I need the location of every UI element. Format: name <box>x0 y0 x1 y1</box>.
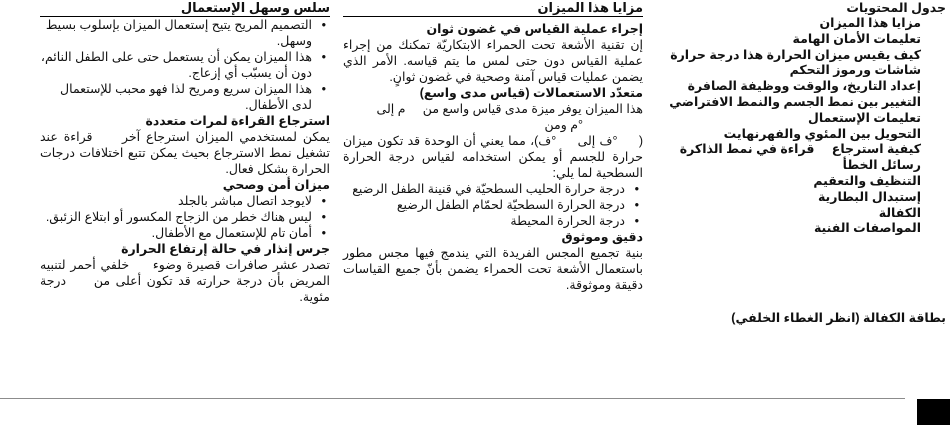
list-item: • لايوجد اتصال مباشر بالجلد <box>40 193 312 209</box>
toc-item[interactable]: مزايا هذا الميزان <box>819 16 921 30</box>
list-item: • ليس هناك خطر من الزجاج المكسور أو ابتلاع الزئبق. <box>40 209 312 225</box>
multi-text-3: ( °ف إلى °ف)، مما يعني أن الوحدة قد تكون ميزان حرارة للجسم أو يمكن استخدامه لقياس درجة الحرارة السطحية لما يلي: <box>339 134 643 180</box>
accurate-heading: دقيق وموثوق <box>561 230 643 244</box>
list-item: • هذا الميزان سريع ومريح لذا فهو محبب للإستعمال لدى الأطفال. <box>40 81 312 113</box>
list-item: • درجة حرارة الحليب السطحيّة في قنينة الطفل الرضيع <box>343 181 625 197</box>
toc-item[interactable]: التغيير بين نمط الجسم والنمط الافتراضي <box>669 94 921 109</box>
multi-text-1: هذا الميزان يوفر ميزة مدى قياس واسع من م إلى <box>376 102 643 116</box>
multi-list <box>343 181 643 229</box>
list-item: • درجة الحرارة المحيطة <box>343 213 625 229</box>
toc-warranty-card[interactable]: بطاقة الكفالة (انظر الغطاء الخلفي) <box>731 311 946 325</box>
easy-use-section <box>36 0 330 305</box>
accurate-text: بنية تجميع المجس الفريدة التي يندمج فيها مجس مطور باستعمال الأشعة تحت الحمراء يضمن بأنّ جميع القياسات دقيقة وموثوقة. <box>343 246 643 292</box>
safe-list <box>40 193 330 241</box>
footer-divider <box>0 398 905 399</box>
features-section <box>339 0 643 293</box>
toc-item[interactable]: كيفية استرجاع قراءة في نمط الذاكرة <box>679 142 921 157</box>
list-item: • التصميم المريح يتيح إستعمال الميزان بإسلوب بسيط وسهل. <box>40 17 312 49</box>
toc-item[interactable]: رسائل الخطأ <box>842 158 921 173</box>
recall-text: يمكن لمستخدمي الميزان استرجاع آخر قراءة عند تشغيل نمط الاسترجاع بحيث يمكن تتبع اختلافات درجات الحرارة بشكل فعال. <box>36 130 330 176</box>
multi-heading: متعدّد الاستعمالات (قياس مدى واسع) <box>419 86 643 100</box>
toc-item[interactable]: التنظيف والتعقيم <box>813 173 921 188</box>
toc-item[interactable]: المواصفات الفنية <box>813 221 921 236</box>
alarm-text: تصدر عشر صافرات قصيرة وضوء خلفي أحمر لتنبيه المريض بأن درجة حرارته قد تكون أعلى من درجة مئوية. <box>36 258 330 304</box>
list-item: • أمان تام للإستعمال مع الأطفال. <box>40 225 312 241</box>
measure-heading: إجراء عملية القياس في غضون ثوان <box>426 22 643 36</box>
recall-heading: استرجاع القراءة لمرات متعددة <box>145 114 330 128</box>
toc-item[interactable]: تعليمات الأمان الهامة <box>792 31 921 46</box>
safe-heading: ميزان أمن وصحي <box>222 178 330 192</box>
list-item: • هذا الميزان يمكن أن يستعمل حتى على الطفل النائم، دون أن يسبّب أي إزعاج. <box>40 49 312 81</box>
features-title: مزايا هذا الميزان <box>343 0 643 17</box>
toc-list <box>669 16 946 237</box>
page-tab-marker <box>917 399 950 425</box>
toc-item[interactable]: التحويل بين المئوي والفهرنهايت <box>723 126 921 141</box>
toc-item[interactable]: إستبدال البطارية <box>817 189 921 204</box>
toc-item[interactable]: شاشات ورموز التحكم <box>789 63 921 78</box>
toc-item[interactable]: إعداد التاريخ، والوقت ووظيفة الصافرة <box>687 79 921 94</box>
measure-text: إن تقنية الأشعة تحت الحمراء الابتكاريّة تمكنك من إجراء عملية القياس دون حتى لمس ما يتم قياسه. الأمر الذي يضمن عمليات قياس آمنة وصحية في غضون ثوانٍ. <box>343 38 643 84</box>
toc-item[interactable]: الكفالة <box>878 205 921 220</box>
multi-text-2: °م ومن <box>544 118 583 132</box>
alarm-heading: جرس إنذار في حالة إرتفاع الحرارة <box>121 242 330 256</box>
toc-title: جدول المحتويات <box>846 1 946 15</box>
list-item: • درجة الحرارة السطحيّة لحمّام الطفل الرضيع <box>343 197 625 213</box>
toc-item[interactable]: كيف يقيس ميزان الحرارة هذا درجة حرارة <box>670 47 921 62</box>
easy-list <box>40 17 330 113</box>
toc-item[interactable]: تعليمات الإستعمال <box>807 110 921 125</box>
easy-title: سلس وسهل الإستعمال <box>40 0 330 17</box>
table-of-contents <box>669 0 946 325</box>
